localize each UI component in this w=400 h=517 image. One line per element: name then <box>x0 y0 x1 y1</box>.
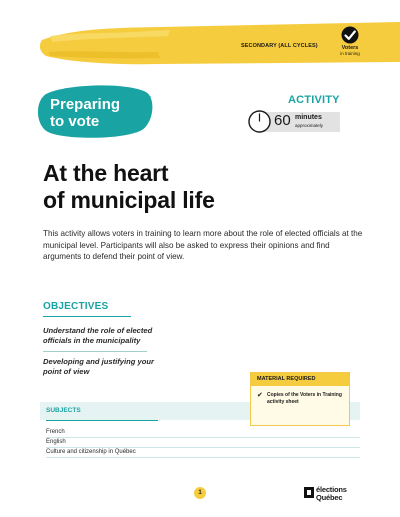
objective-divider <box>43 351 147 352</box>
duration-value: 60 <box>274 112 291 129</box>
material-required-box <box>250 372 350 426</box>
theme-badge-line2: to vote <box>50 113 100 130</box>
brand-name: Voters <box>341 45 359 51</box>
theme-badge <box>36 82 154 140</box>
theme-badge-line1: Preparing <box>50 96 121 113</box>
logo-line1: élections <box>316 485 347 494</box>
material-item-text: Copies of the Voters in Training activity sheet <box>267 392 342 405</box>
subjects-heading: SUBJECTS <box>46 407 81 414</box>
level-tag: SECONDARY (ALL CYCLES) <box>241 43 318 49</box>
activity-label: ACTIVITY <box>288 94 340 106</box>
duration-indicator <box>248 110 340 132</box>
page-title <box>43 160 363 214</box>
subjects-rule <box>46 420 158 421</box>
objectives-rule <box>43 316 131 317</box>
page-title-line2: of municipal life <box>43 187 215 213</box>
material-heading: MATERIAL REQUIRED <box>251 373 349 386</box>
subject-divider <box>46 447 360 448</box>
subject-divider <box>46 437 360 438</box>
clock-icon <box>248 110 271 133</box>
intro-paragraph: This activity allows voters in training to learn more about the role of elected officials at the municipal level. Participants will also be asked to express their opinions and find arguments to defend their point of view. <box>43 229 363 261</box>
checkmark-icon: ✔ <box>257 392 263 399</box>
subject-divider <box>46 457 360 458</box>
checkmark-logo-icon <box>341 26 359 44</box>
duration-unit: minutes <box>295 114 322 121</box>
objective-item: Developing and justifying your point of view <box>43 357 154 376</box>
logo-mark-icon <box>304 487 314 498</box>
brand-subtitle: in training <box>340 51 360 56</box>
logo-text <box>316 486 347 501</box>
duration-note: approximately <box>295 123 324 128</box>
page-title-line1: At the heart <box>43 160 169 186</box>
elections-quebec-logo <box>304 486 360 502</box>
logo-line2: Québec <box>316 492 343 502</box>
objective-item: Understand the role of elected officials in the municipality <box>43 326 153 345</box>
theme-badge-text <box>50 96 150 130</box>
subject-item: Culture and citizenship in Québec <box>46 449 136 455</box>
brand <box>330 26 370 56</box>
subject-item: French <box>46 429 65 435</box>
objectives-heading: OBJECTIVES <box>43 301 109 312</box>
page-number: 1 <box>194 487 206 499</box>
subject-item: English <box>46 439 66 445</box>
